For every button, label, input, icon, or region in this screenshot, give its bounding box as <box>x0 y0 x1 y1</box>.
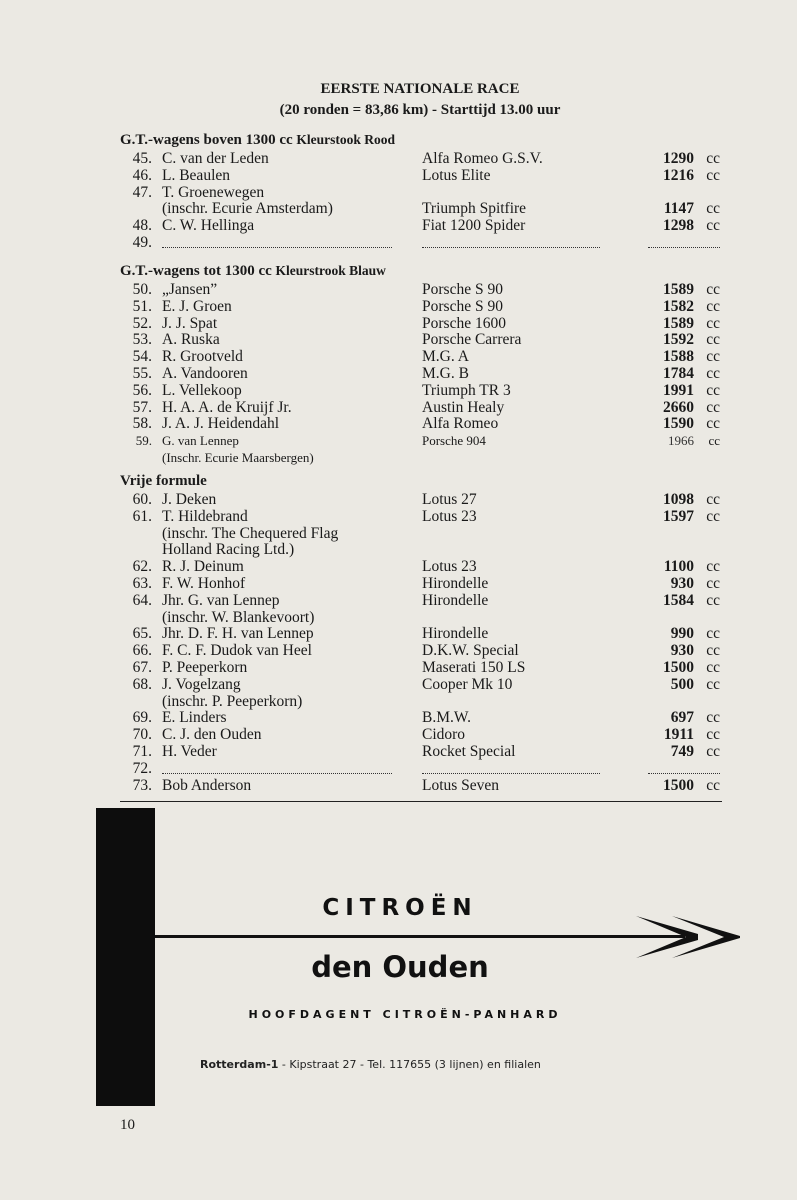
car-model: Triumph Spitfire <box>422 200 527 218</box>
engine-capacity: 697 <box>670 709 694 727</box>
entry-number: 54. <box>132 348 152 366</box>
entry-row <box>120 168 720 185</box>
engine-capacity: 1590 <box>663 415 694 433</box>
engine-capacity: 1147 <box>663 200 694 218</box>
race-subtitle: (20 ronden = 83,86 km) - Starttijd 13.00 uur <box>279 102 561 118</box>
engine-capacity: 1966 <box>668 433 694 449</box>
entry-number: 46. <box>132 166 152 184</box>
car-model: Fiat 1200 Spider <box>422 217 526 235</box>
entry-number: 55. <box>132 364 152 382</box>
driver-name: H. Veder <box>162 742 217 760</box>
driver-name: Bob Anderson <box>162 776 252 794</box>
engine-unit: cc <box>706 591 720 609</box>
entry-row <box>120 450 720 467</box>
entry-row <box>120 744 720 761</box>
car-model: Alfa Romeo <box>422 415 499 433</box>
car-model: Hirondelle <box>422 625 489 643</box>
driver-name: C. van der Leden <box>162 150 269 167</box>
driver-name: L. Beaulen <box>162 166 231 184</box>
car-model: M.G. A <box>422 348 469 366</box>
entry-row <box>120 559 720 576</box>
entry-row <box>120 761 720 778</box>
entry-number: 60. <box>132 491 152 508</box>
entry-row <box>120 416 720 433</box>
section-title: G.T.-wagens boven 1300 cc <box>120 132 293 148</box>
entry-row <box>120 299 720 316</box>
dotted-blank-line <box>162 773 392 774</box>
driver-name: G. van Lennep <box>162 433 239 449</box>
car-model: Porsche 904 <box>422 433 486 449</box>
driver-name: A. Ruska <box>162 331 220 349</box>
engine-capacity: 1589 <box>663 314 694 332</box>
car-model: Alfa Romeo G.S.V. <box>422 150 543 167</box>
dotted-blank-line <box>648 247 720 248</box>
engine-unit: cc <box>706 331 720 349</box>
engine-unit: cc <box>706 348 720 366</box>
driver-name: (inschr. P. Peeperkorn) <box>162 692 303 710</box>
section-gt-above-1300 <box>120 131 720 252</box>
engine-capacity: 1216 <box>663 166 694 184</box>
entry-number: 48. <box>132 217 152 235</box>
entry-row <box>120 201 720 218</box>
dotted-blank-line <box>648 773 720 774</box>
driver-name: (inschr. W. Blankevoort) <box>162 608 315 626</box>
engine-unit: cc <box>706 574 720 592</box>
engine-unit: cc <box>706 200 720 218</box>
engine-unit: cc <box>706 491 720 508</box>
entry-row <box>120 492 720 509</box>
engine-unit: cc <box>706 709 720 727</box>
entry-row <box>120 218 720 235</box>
engine-capacity: 1500 <box>663 776 694 794</box>
entry-row <box>120 610 720 627</box>
engine-unit: cc <box>706 150 720 167</box>
ad-address-details: - Kipstraat 27 - Tel. 117655 (3 lijnen) en filialen <box>278 1058 541 1071</box>
car-model: Lotus Seven <box>422 776 500 794</box>
entry-row <box>120 694 720 711</box>
dotted-blank-line <box>422 773 600 774</box>
engine-capacity: 749 <box>670 742 694 760</box>
entry-number: 58. <box>132 415 152 433</box>
entry-row <box>120 710 720 727</box>
car-model: Porsche S 90 <box>422 297 503 315</box>
car-model: Maserati 150 LS <box>422 658 526 676</box>
driver-name: F. C. F. Dudok van Heel <box>162 642 312 660</box>
entry-row <box>120 509 720 526</box>
entry-row <box>120 332 720 349</box>
engine-unit: cc <box>706 381 720 399</box>
driver-name: P. Peeperkorn <box>162 658 248 676</box>
engine-capacity: 1290 <box>663 150 694 167</box>
engine-unit: cc <box>706 675 720 693</box>
entry-row <box>120 316 720 333</box>
engine-unit: cc <box>706 642 720 660</box>
engine-capacity: 1991 <box>663 381 694 399</box>
car-model: Hirondelle <box>422 591 489 609</box>
engine-capacity: 1784 <box>663 364 694 382</box>
engine-unit: cc <box>708 433 720 449</box>
entry-number: 49. <box>132 233 152 251</box>
driver-name: T. Hildebrand <box>162 507 248 525</box>
engine-capacity: 1582 <box>663 297 694 315</box>
entry-number: 53. <box>132 331 152 349</box>
entry-number: 64. <box>132 591 152 609</box>
car-model: Porsche S 90 <box>422 281 503 298</box>
engine-unit: cc <box>706 364 720 382</box>
engine-capacity: 1911 <box>663 726 694 744</box>
car-model: Porsche 1600 <box>422 314 506 332</box>
dotted-blank-line <box>162 247 392 248</box>
driver-name: (inschr. Ecurie Amsterdam) <box>162 200 333 218</box>
entry-number: 59. <box>135 433 152 449</box>
driver-name: „Jansen” <box>162 281 218 298</box>
double-chevron-icon <box>634 912 742 962</box>
entry-row <box>120 151 720 168</box>
engine-unit: cc <box>706 166 720 184</box>
entry-number: 63. <box>132 574 152 592</box>
car-model: Lotus Elite <box>422 166 491 184</box>
section-heading <box>120 472 720 492</box>
race-title: EERSTE NATIONALE RACE <box>320 81 520 97</box>
driver-name: J. A. J. Heidendahl <box>162 415 280 433</box>
engine-capacity: 930 <box>670 642 694 660</box>
engine-capacity: 930 <box>670 574 694 592</box>
ad-dealer-name: den Ouden <box>311 950 489 984</box>
ad-address <box>200 1058 620 1071</box>
entry-row <box>120 643 720 660</box>
engine-unit: cc <box>706 398 720 416</box>
engine-unit: cc <box>706 217 720 235</box>
entry-number: 45. <box>132 150 152 167</box>
engine-capacity: 2660 <box>663 398 694 416</box>
entry-number: 68. <box>132 675 152 693</box>
entry-row <box>120 185 720 202</box>
dotted-blank-line <box>422 247 600 248</box>
list-end-rule <box>120 801 722 802</box>
engine-capacity: 1098 <box>663 491 694 508</box>
section-heading <box>120 262 720 282</box>
entry-number: 56. <box>132 381 152 399</box>
engine-capacity: 1597 <box>663 507 694 525</box>
driver-name: J. Deken <box>162 491 217 508</box>
entry-number: 61. <box>132 507 152 525</box>
entry-number: 72. <box>132 759 152 777</box>
car-model: Triumph TR 3 <box>422 381 511 399</box>
entry-row <box>120 349 720 366</box>
entry-row <box>120 526 720 543</box>
entry-number: 73. <box>132 776 152 794</box>
entry-number: 51. <box>132 297 152 315</box>
driver-name: R. J. Deinum <box>162 558 244 576</box>
entry-row <box>120 677 720 694</box>
entry-row <box>120 593 720 610</box>
section-gt-up-to-1300 <box>120 262 720 467</box>
car-model: Cooper Mk 10 <box>422 675 513 693</box>
section-title: Vrije formule <box>120 473 207 489</box>
engine-capacity: 1589 <box>663 281 694 298</box>
car-model: Austin Healy <box>422 398 505 416</box>
engine-unit: cc <box>706 314 720 332</box>
driver-name: A. Vandooren <box>162 364 248 382</box>
engine-unit: cc <box>706 507 720 525</box>
entry-row <box>120 542 720 559</box>
entry-row <box>120 576 720 593</box>
driver-name: F. W. Honhof <box>162 574 246 592</box>
entry-number: 71. <box>132 742 152 760</box>
driver-name: H. A. A. de Kruijf Jr. <box>162 398 292 416</box>
entry-row <box>120 727 720 744</box>
entry-row <box>120 400 720 417</box>
section-stripe: Kleurstrook Blauw <box>275 263 386 278</box>
engine-capacity: 1584 <box>663 591 694 609</box>
entry-row <box>120 366 720 383</box>
engine-unit: cc <box>706 415 720 433</box>
section-heading <box>120 131 720 151</box>
driver-name: R. Grootveld <box>162 348 243 366</box>
entry-row <box>120 778 720 795</box>
driver-name: E. J. Groen <box>162 297 232 315</box>
entry-number: 52. <box>132 314 152 332</box>
car-model: Lotus 23 <box>422 558 477 576</box>
entry-number: 47. <box>132 183 152 201</box>
section-free-formula <box>120 472 720 794</box>
entry-row <box>120 660 720 677</box>
engine-capacity: 1588 <box>663 348 694 366</box>
entry-number: 69. <box>132 709 152 727</box>
driver-name: Holland Racing Ltd.) <box>162 541 295 559</box>
ad-black-bar <box>96 808 155 1106</box>
car-model: M.G. B <box>422 364 469 382</box>
driver-name: J. Vogelzang <box>162 675 241 693</box>
entry-row <box>120 626 720 643</box>
car-model: Lotus 23 <box>422 507 477 525</box>
entry-number: 66. <box>132 642 152 660</box>
engine-capacity: 1298 <box>663 217 694 235</box>
engine-unit: cc <box>706 625 720 643</box>
entry-number: 67. <box>132 658 152 676</box>
ad-brand: CITROËN <box>322 895 478 921</box>
entry-row <box>120 235 720 252</box>
driver-name: J. J. Spat <box>162 314 218 332</box>
entry-row <box>120 383 720 400</box>
car-model: Rocket Special <box>422 742 516 760</box>
driver-name: T. Groenewegen <box>162 183 265 201</box>
ad-arrow-line <box>155 935 685 938</box>
car-model: Porsche Carrera <box>422 331 522 349</box>
engine-unit: cc <box>706 297 720 315</box>
engine-unit: cc <box>706 776 720 794</box>
engine-unit: cc <box>706 742 720 760</box>
driver-name: L. Vellekoop <box>162 381 242 399</box>
engine-capacity: 1100 <box>663 558 694 576</box>
engine-capacity: 990 <box>670 625 694 643</box>
engine-unit: cc <box>706 281 720 298</box>
driver-name: Jhr. G. van Lennep <box>162 591 280 609</box>
car-model: B.M.W. <box>422 709 471 727</box>
entry-number: 65. <box>132 625 152 643</box>
page-number: 10 <box>120 1117 135 1133</box>
engine-capacity: 1592 <box>663 331 694 349</box>
entry-list <box>120 151 720 252</box>
car-model: D.K.W. Special <box>422 642 519 660</box>
entry-list <box>120 492 720 794</box>
driver-name: C. W. Hellinga <box>162 217 255 235</box>
entry-number: 50. <box>132 281 152 298</box>
car-model: Lotus 27 <box>422 491 477 508</box>
driver-name: Jhr. D. F. H. van Lennep <box>162 625 314 643</box>
entry-row <box>120 433 720 450</box>
engine-unit: cc <box>706 658 720 676</box>
entry-number: 70. <box>132 726 152 744</box>
driver-name: E. Linders <box>162 709 227 727</box>
engine-capacity: 1500 <box>663 658 694 676</box>
entry-row <box>120 282 720 299</box>
engine-capacity: 500 <box>670 675 694 693</box>
section-title: G.T.-wagens tot 1300 cc <box>120 263 272 279</box>
ad-address-city: Rotterdam-1 <box>200 1058 279 1071</box>
driver-name: (Inschr. Ecurie Maarsbergen) <box>162 449 314 465</box>
car-model: Hirondelle <box>422 574 489 592</box>
ad-agent-line: HOOFDAGENT CITROËN-PANHARD <box>248 1008 562 1021</box>
engine-unit: cc <box>706 726 720 744</box>
engine-unit: cc <box>706 558 720 576</box>
entry-number: 62. <box>132 558 152 576</box>
driver-name: (inschr. The Chequered Flag <box>162 524 339 542</box>
section-stripe: Kleurstook Rood <box>296 132 396 147</box>
car-model: Cidoro <box>422 726 466 744</box>
driver-name: C. J. den Ouden <box>162 726 262 744</box>
entry-list <box>120 282 720 467</box>
entry-number: 57. <box>132 398 152 416</box>
